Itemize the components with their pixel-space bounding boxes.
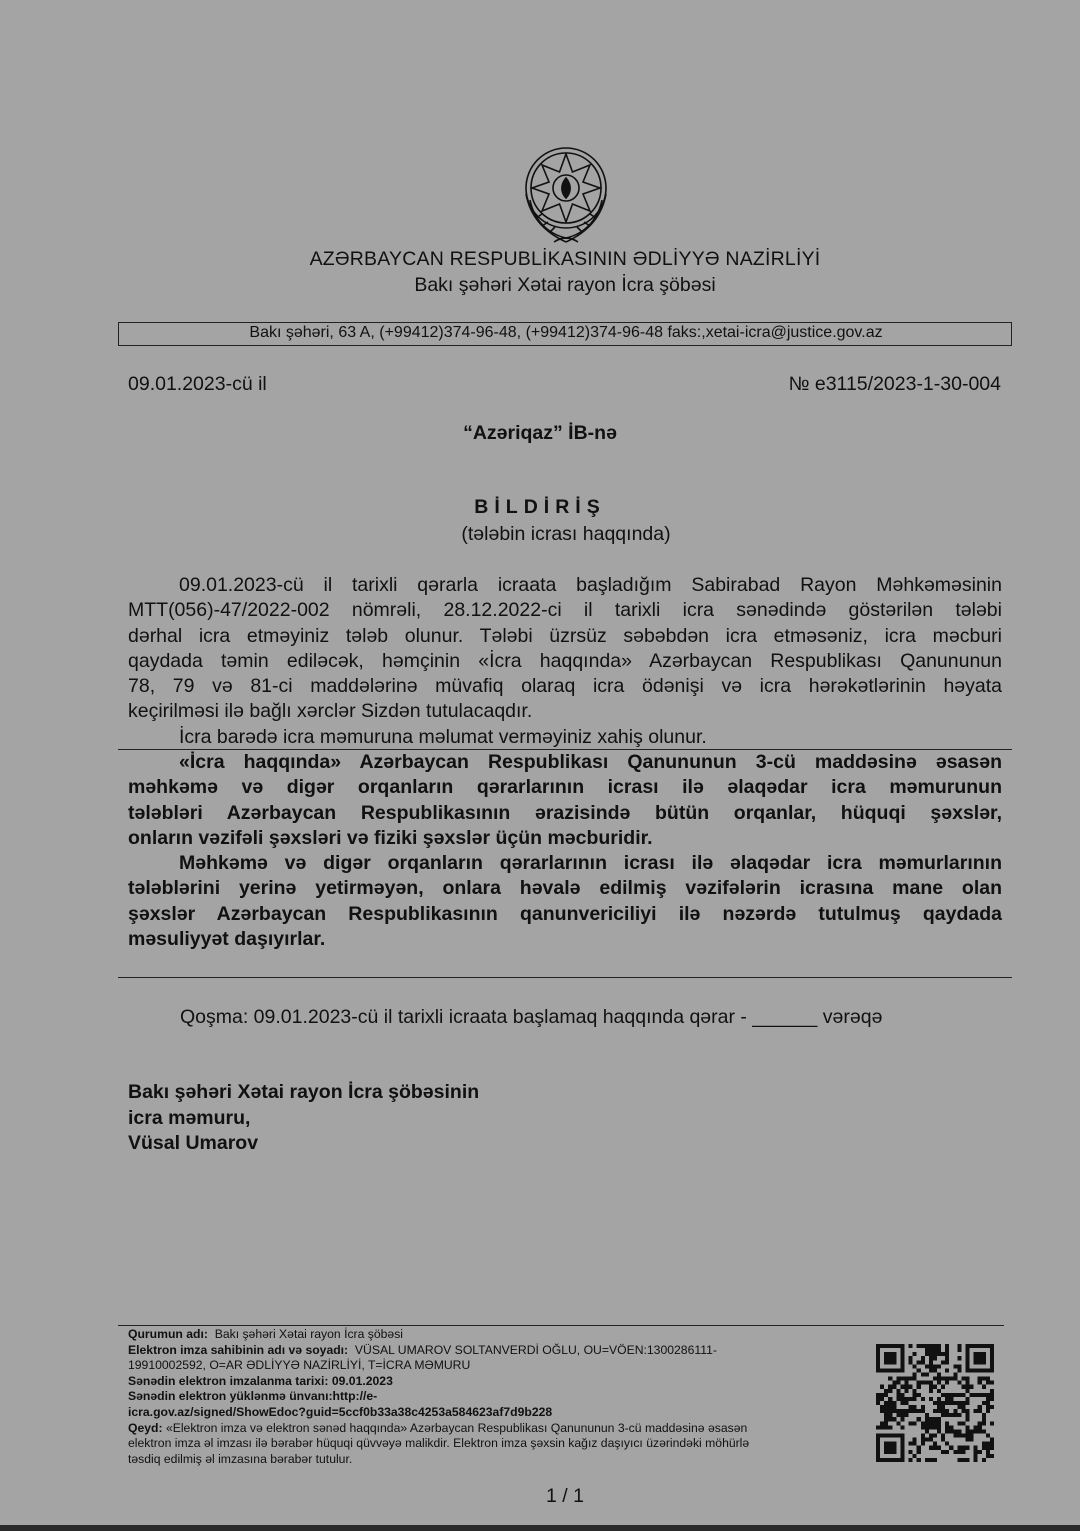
ministry-name: AZƏRBAYCAN RESPUBLİKASININ ƏDLİYYƏ NAZİRLİYİ (309, 248, 821, 270)
divider (118, 977, 1012, 978)
download-url-label: Sənədin elektron yüklənmə ünvanı:http://e- (128, 1389, 378, 1404)
body-paragraph-2: İcra barədə icra məmuruna məlumat verməyiniz xahiş olunur. (179, 726, 707, 748)
bottom-edge (0, 1525, 1080, 1531)
legal-line: tələblərini yerinə yetirməyən, onlara həvalə edilmiş vəzifələrin icrasına mane olan (128, 877, 1002, 900)
note-text: təsdiq edilmiş əl imzasına bərabər tutulur. (128, 1451, 353, 1466)
azerbaijan-emblem-icon (514, 138, 618, 250)
signer-position: icra məmuru, (128, 1106, 251, 1129)
legal-line: məhkəmə və digər orqanların qərarlarının icrası ilə əlaqədar icra məmurunun (128, 776, 1002, 799)
legal-notice (128, 750, 1002, 952)
legal-line: şəxslər Azərbaycan Respublikasının qanunvericiliyi ilə nəzərdə tutulmuş qaydada (128, 902, 1002, 925)
paragraph-line: 78, 79 və 81-ci maddələrinə müvafiq olaraq icra ödənişi və icra hərəkətlərinin həyata (128, 675, 1002, 698)
signer-value-cont: 19910002592, O=AR ƏDLİYYƏ NAZİRLİYİ, T=İCRA MƏMURU (128, 1358, 471, 1373)
legal-line: tələbləri Azərbaycan Respublikasının ərazisində bütün orqanlar, hüquqi şəxslər, (128, 801, 1002, 824)
footer-divider (118, 1325, 1004, 1326)
page-indicator: 1 / 1 (546, 1485, 584, 1507)
document-subtitle: (tələbin icrası haqqında) (461, 523, 671, 545)
document-number: № e3115/2023-1-30-004 (788, 373, 1001, 395)
paragraph-line: dərhal icra etməyiniz tələb olunur. Tələbi üzrsüz səbəbdən icra etməsəniz, icra məcburi (128, 624, 1002, 647)
attachment-line: Qoşma: 09.01.2023-cü il tarixli icraata başlamaq haqqında qərar - ______ vərəqə (180, 1006, 883, 1028)
note-text: elektron imza əl imzası ilə bərabər hüquqi qüvvəyə malikdir. Elektron imza şəxsin kağız daşıyıcı üzərindəki möhürlə (128, 1436, 750, 1451)
legal-line: onların vəzifəli şəxsləri və fiziki şəxslər üçün məcburidir. (128, 826, 653, 849)
e-signature-info (128, 1327, 863, 1467)
legal-line: «İcra haqqında» Azərbaycan Respublikası Qanununun 3-cü maddəsinə əsasən (179, 751, 1002, 773)
recipient: “Azəriqaz” İB-nə (463, 422, 617, 444)
paragraph-line: keçirilməsi ilə bağlı xərclər Sizdən tutulacaqdır. (128, 700, 533, 723)
legal-line: məsuliyyət daşıyırlar. (128, 928, 326, 951)
address-line: Bakı şəhəri, 63 A, (+99412)374-96-48, (+99412)374-96-48 faks:,xetai-icra@justice.gov.az (249, 324, 883, 341)
signed-date: Sənədin elektron imzalanma tarixi: 09.01.2023 (128, 1373, 393, 1388)
signer-value: VÜSAL UMAROV SOLTANVERDİ OĞLU, OU=VÖEN:1300286111- (354, 1342, 717, 1357)
paragraph-line: 09.01.2023-cü il tarixli qərarla icraata başladığım Sabirabad Rayon Məhkəməsinin (179, 574, 1002, 596)
body-paragraph-1 (128, 573, 1002, 725)
paragraph-line: MTT(056)-47/2022-002 nömrəli, 28.12.2022-ci il tarixli icra sənədində göstərilən tələbi (128, 599, 1002, 622)
legal-line: Məhkəmə və digər orqanların qərarlarının icrası ilə əlaqədar icra məmurlarının (179, 852, 1002, 875)
signer-name: Vüsal Umarov (128, 1132, 259, 1154)
org-value: Bakı şəhəri Xətai rayon İcra şöbəsi (214, 1327, 404, 1341)
department-name: Bakı şəhəri Xətai rayon İcra şöbəsi (414, 274, 716, 296)
download-url[interactable]: icra.gov.az/signed/ShowEdoc?guid=5ccf0b33a38c4253a584623af7d9b228 (128, 1404, 553, 1419)
signer-department: Bakı şəhəri Xətai rayon İcra şöbəsinin (128, 1081, 480, 1103)
org-label: Qurumun adı: (128, 1327, 208, 1341)
document-date: 09.01.2023-cü il (128, 373, 267, 395)
note-text: «Elektron imza və elektron sənəd haqqında» Azərbaycan Respublikası Qanununun 3-cü maddəsinə əsasən (165, 1420, 748, 1435)
paragraph-line: qaydada təmin ediləcək, həmçinin «İcra haqqında» Azərbaycan Respublikası Qanununun (128, 649, 1002, 672)
signer-block (128, 1080, 479, 1157)
signer-label: Elektron imza sahibinin adı və soyadı: (128, 1342, 349, 1357)
document-title: BİLDİRİŞ (474, 496, 606, 518)
qr-code-icon (876, 1344, 994, 1462)
note-label: Qeyd: (128, 1420, 163, 1435)
